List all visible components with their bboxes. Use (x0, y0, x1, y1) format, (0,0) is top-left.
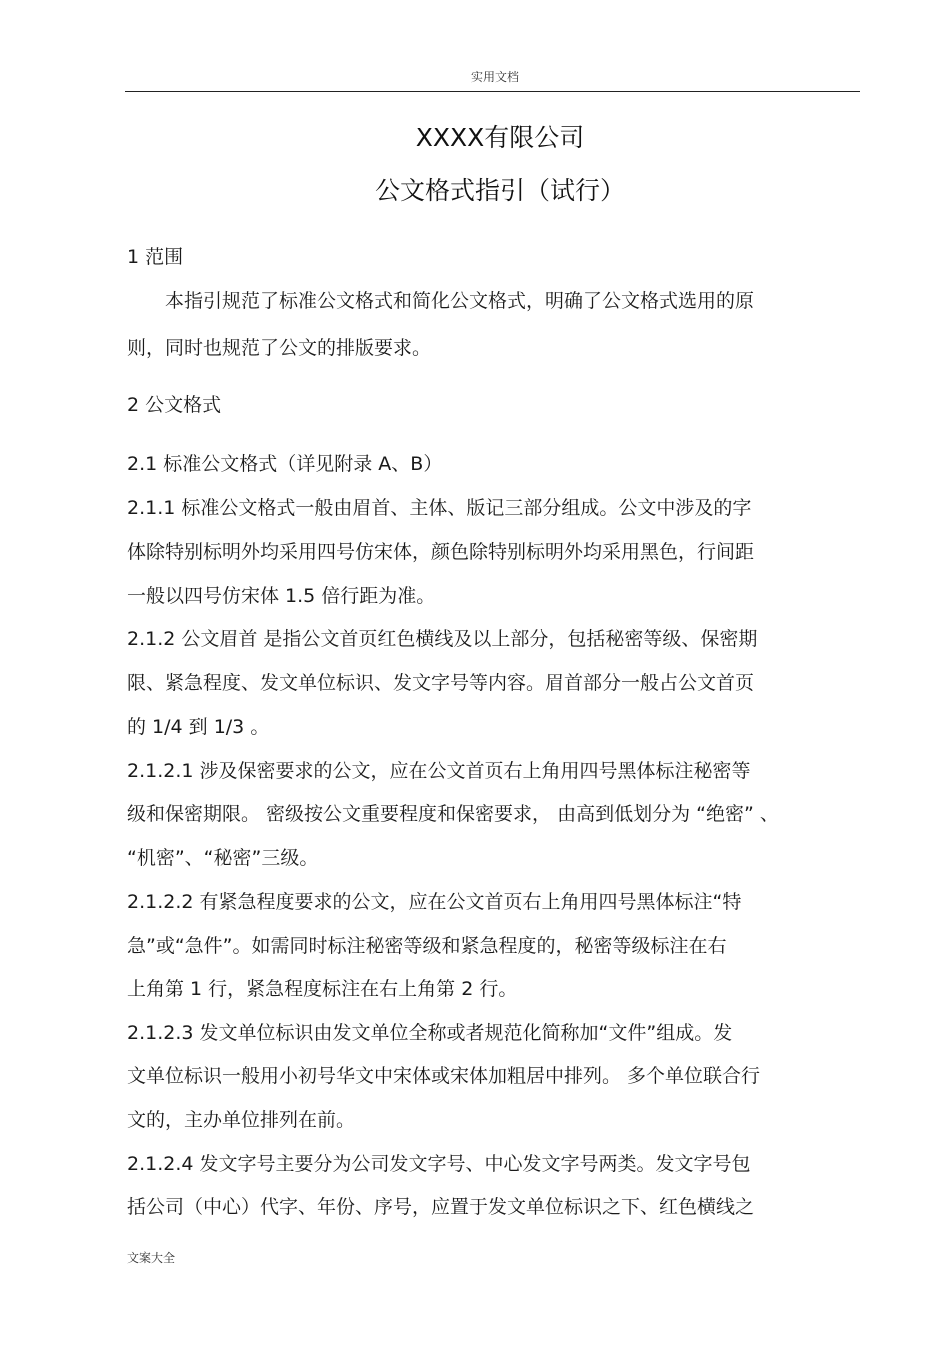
paragraph-line: 2.1.2.3 发文单位标识由发文单位全称或者规范化简称加“文件”组成。发 (127, 1022, 733, 1044)
paragraph-line: 限、紧急程度、发文单位标识、发文字号等内容。眉首部分一般占公文首页 (127, 672, 755, 694)
paragraph-line: 本指引规范了标准公文格式和简化公文格式，明确了公文格式选用的原 (165, 290, 755, 312)
page-header-label: 实用文档 (470, 70, 519, 84)
paragraph-line: 上角第 1 行，紧急程度标注在右上角第 2 行。 (127, 978, 518, 1000)
section-heading-1: 1 范围 (127, 246, 184, 268)
paragraph-line: 急”或“急件”。如需同时标注秘密等级和紧急程度的，秘密等级标注在右 (127, 935, 727, 957)
document-subtitle: 公文格式指引（试行） (374, 176, 625, 205)
subsection-heading-2-1: 2.1 标准公文格式（详见附录 A、B） (127, 453, 443, 475)
paragraph-line: 的 1/4 到 1/3 。 (127, 716, 270, 738)
header-rule (125, 91, 860, 92)
page-footer-label: 文案大全 (127, 1251, 176, 1265)
paragraph-line: 体除特别标明外均采用四号仿宋体，颜色除特别标明外均采用黑色，行间距 (127, 541, 755, 563)
paragraph-line: 一般以四号仿宋体 1.5 倍行距为准。 (127, 585, 436, 607)
section-heading-2: 2 公文格式 (127, 394, 222, 416)
paragraph-line: 2.1.2 公文眉首 是指公文首页红色横线及以上部分，包括秘密等级、保密期 (127, 628, 758, 650)
paragraph-line: 括公司（中心）代字、年份、序号，应置于发文单位标识之下、红色横线之 (127, 1196, 755, 1218)
paragraph-line: 2.1.2.4 发文字号主要分为公司发文字号、中心发文字号两类。发文字号包 (127, 1153, 751, 1175)
paragraph-line: 2.1.1 标准公文格式一般由眉首、主体、版记三部分组成。公文中涉及的字 (127, 497, 752, 519)
paragraph-line: 则，同时也规范了公文的排版要求。 (127, 337, 432, 359)
paragraph-line: 2.1.2.2 有紧急程度要求的公文，应在公文首页右上角用四号黑体标注“特 (127, 891, 742, 913)
paragraph-line: “机密”、“秘密”三级。 (127, 847, 319, 869)
paragraph-line: 文单位标识一般用小初号华文中宋体或宋体加粗居中排列。 多个单位联合行 (127, 1065, 761, 1087)
paragraph-line: 级和保密期限。 密级按公文重要程度和保密要求， 由高到低划分为 “绝密” 、 (127, 803, 779, 825)
paragraph-line: 文的，主办单位排列在前。 (127, 1109, 356, 1131)
paragraph-line: 2.1.2.1 涉及保密要求的公文，应在公文首页右上角用四号黑体标注秘密等 (127, 760, 751, 782)
document-title: XXXX有限公司 (415, 123, 585, 152)
